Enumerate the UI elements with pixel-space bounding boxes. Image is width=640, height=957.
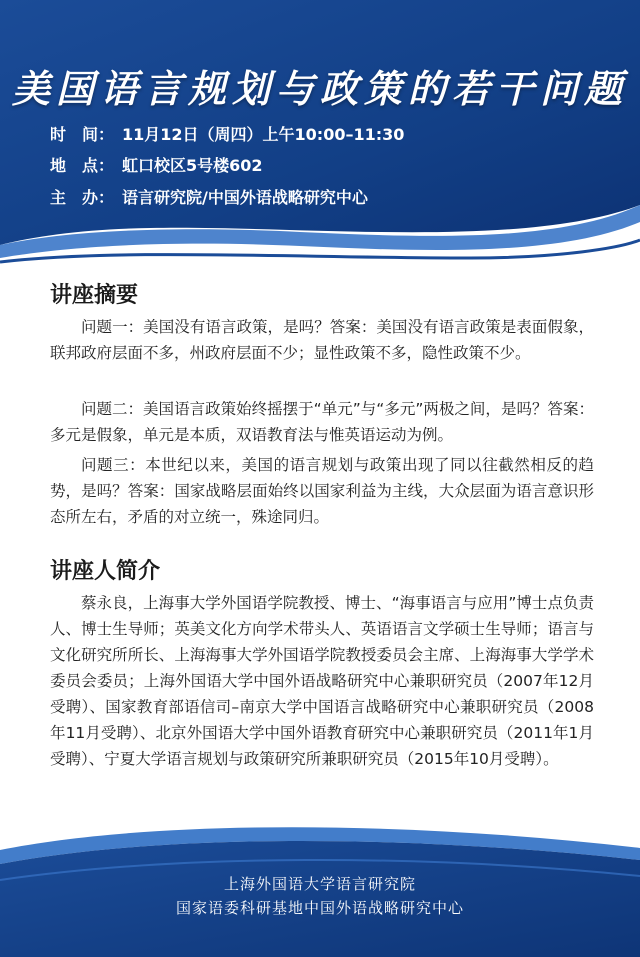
time-value: 11月12日（周四）上午10:00–11:30: [122, 125, 405, 144]
event-place: [50, 153, 263, 176]
event-host: [50, 185, 368, 208]
footer-org-1: 上海外国语大学语言研究院: [223, 875, 416, 893]
abstract-paragraph-1: 问题一：美国没有语言政策，是吗？答案：美国没有语言政策是表面假象，联邦政府层面不多，州政府层面不少；显性政策不多，隐性政策不少。: [50, 318, 594, 362]
abstract-paragraph-2: 问题二：美国语言政策始终摇摆于“单元”与“多元”两极之间，是吗？答案：多元是假象，单元是本质，双语教育法与惟英语运动为例。: [50, 400, 594, 444]
speaker-heading: 讲座人简介: [50, 559, 161, 584]
host-value: 语言研究院/中国外语战略研究中心: [122, 188, 368, 207]
place-value: 虹口校区5号楼602: [122, 156, 263, 175]
footer-org-2: 国家语委科研基地中国外语战略研究中心: [175, 899, 464, 917]
event-time: [50, 122, 404, 145]
time-label: 时 间：: [50, 125, 115, 144]
host-label: 主 办：: [50, 188, 115, 207]
place-label: 地 点：: [50, 156, 115, 175]
abstract-paragraph-3: 问题三：本世纪以来，美国的语言规划与政策出现了同以往截然相反的趋势，是吗？答案：国家战略层面始终以国家利益为主线，大众层面为语言意识形态所左右，矛盾的对立统一，殊途同归。: [50, 456, 594, 526]
page-title: 美国语言规划与政策的若干问题: [11, 66, 628, 111]
abstract-heading: 讲座摘要: [50, 283, 139, 308]
speaker-bio: 蔡永良，上海事大学外国语学院教授、博士、“海事语言与应用”博士点负责人、博士生导师；英美文化方向学术带头人、英语语言文学硕士生导师；语言与文化研究所所长、上海海事大学外国语学院教授委员会主席、上海海事大学学术委员会委员；上海外国语大学中国外语战略研究中心兼职研究员（2007年12月受聘）、国家教育部语信司–南京大学中国语言战略研究中心兼职研究员（2008年11月受聘）、北京外国语大学中国外语教育研究中心兼职研究员（2011年1月受聘）、宁夏大学语言规划与政策研究所兼职研究员（2015年10月受聘）。: [50, 594, 594, 768]
